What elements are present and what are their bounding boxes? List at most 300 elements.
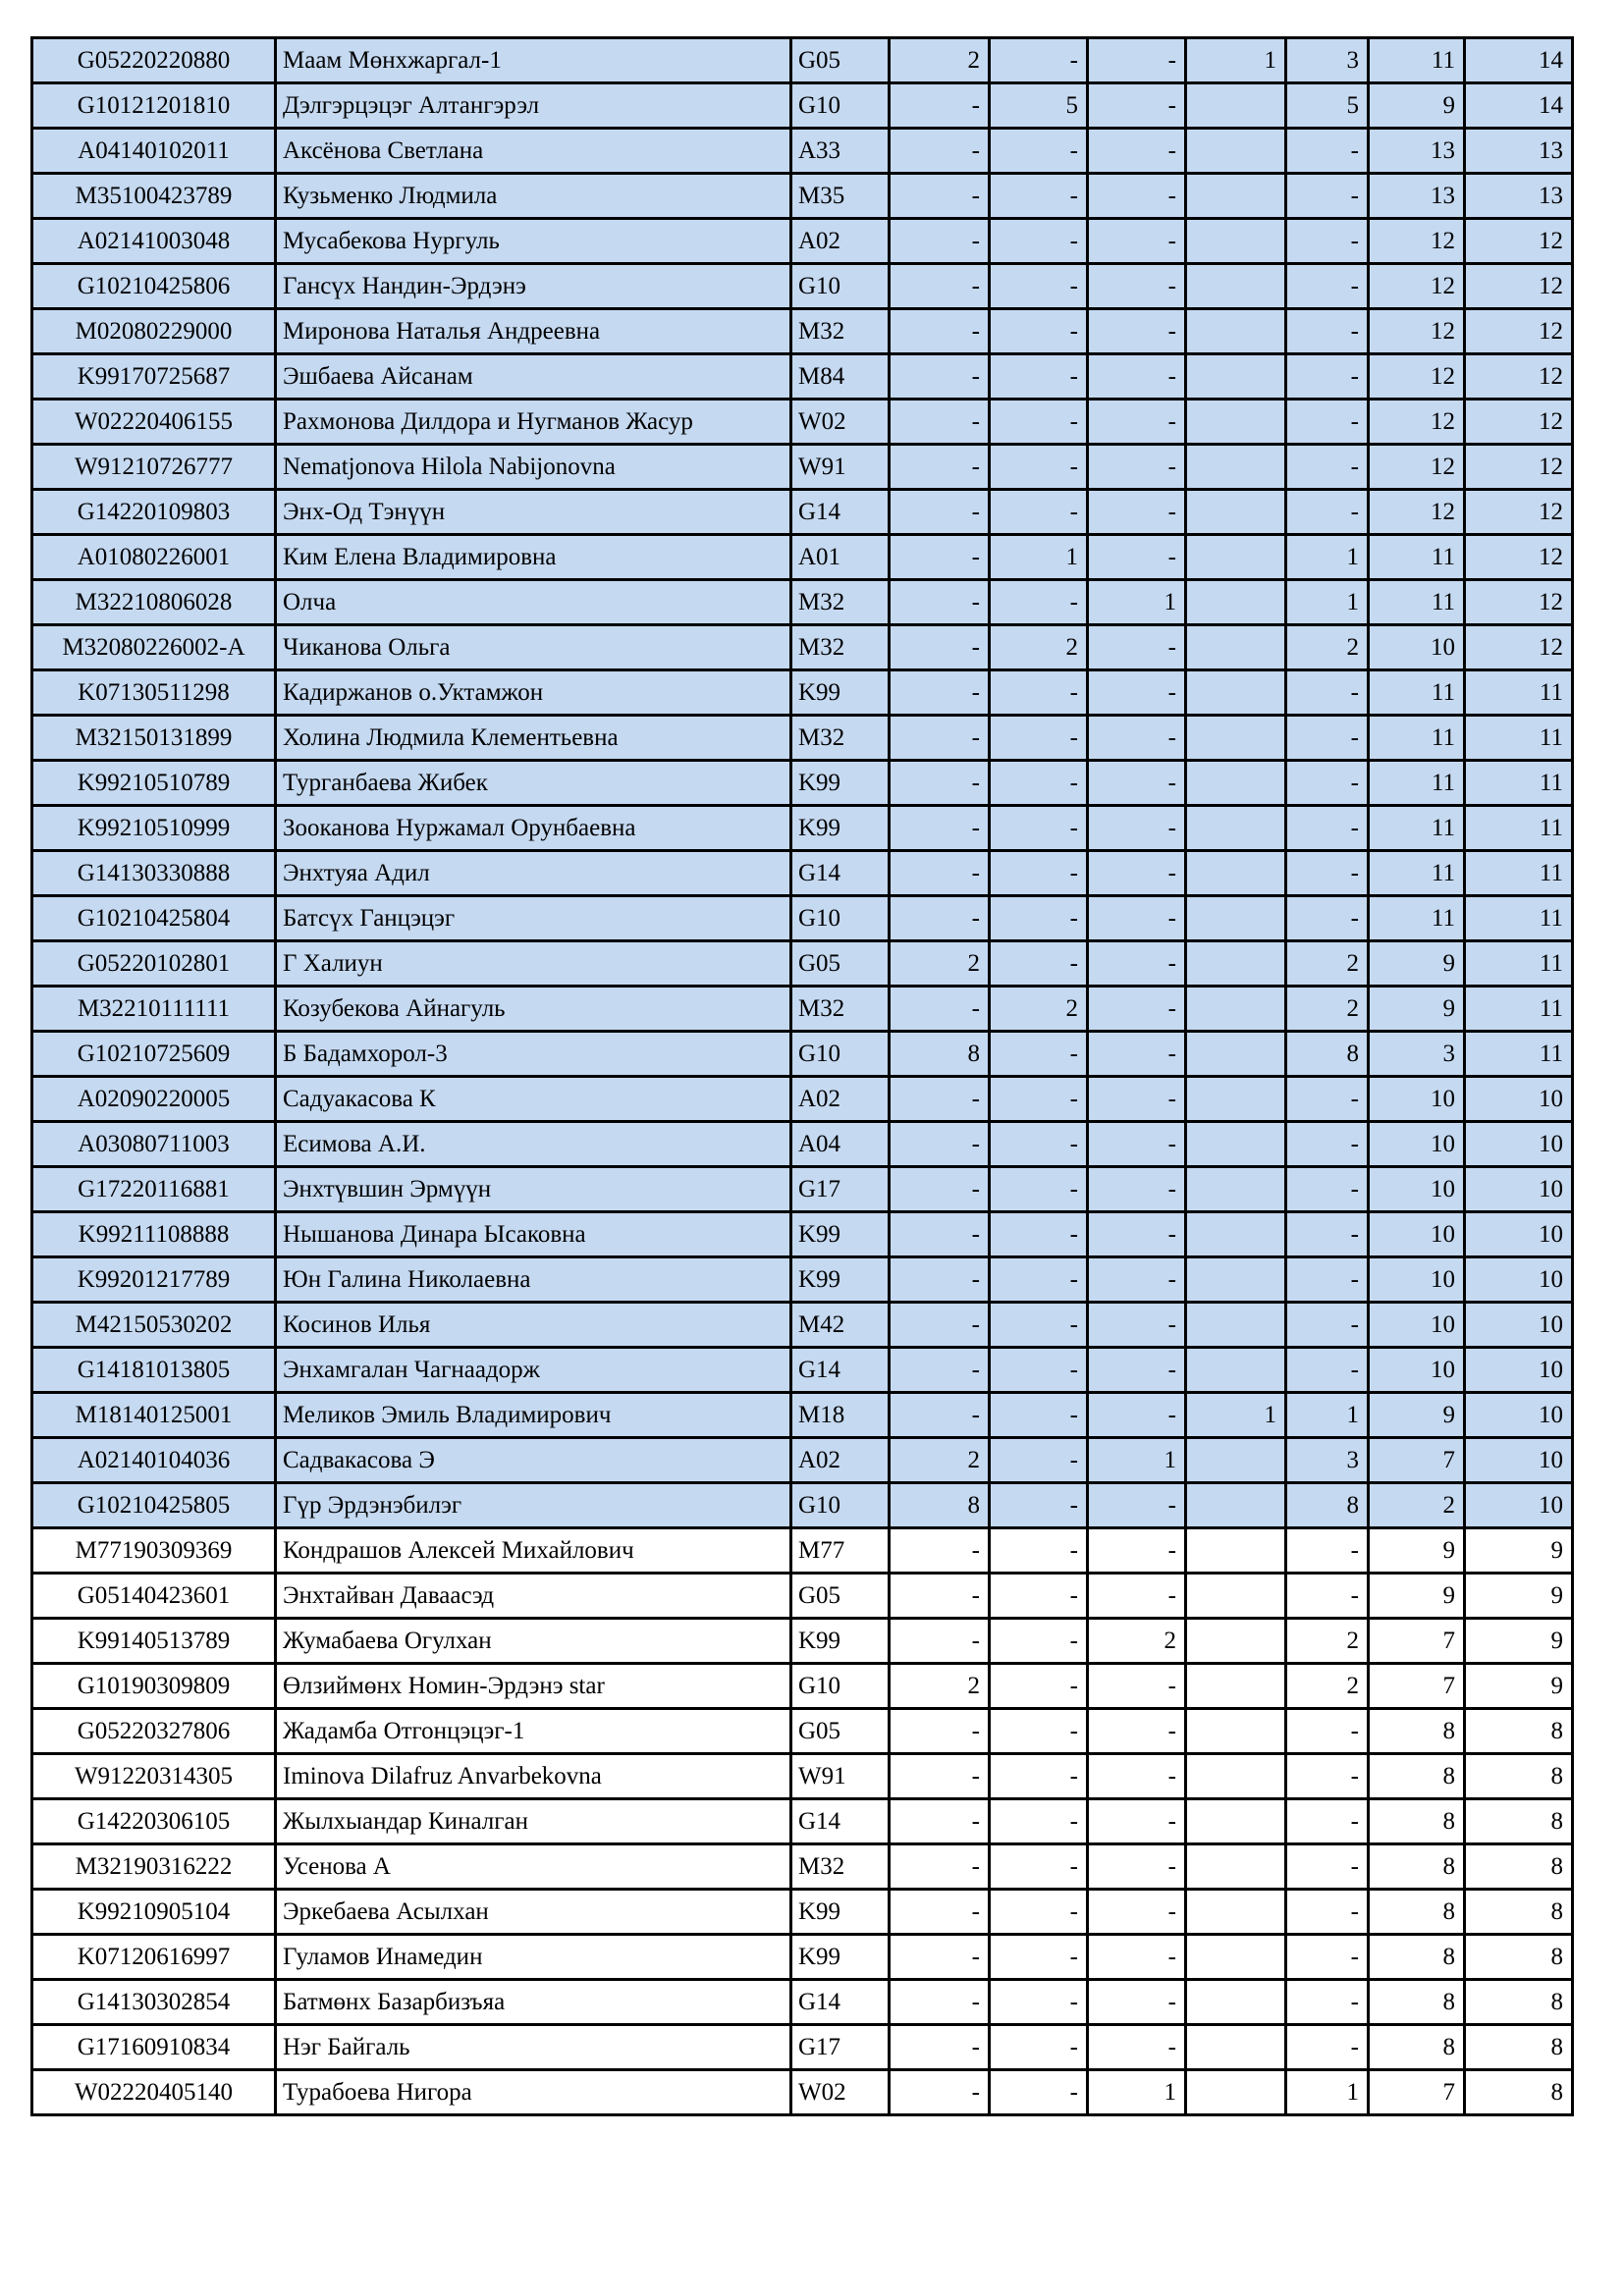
total-cell: 14: [1465, 38, 1573, 83]
total-cell: 11: [1465, 941, 1573, 987]
table-row: [32, 535, 1573, 580]
table-row: [32, 1890, 1573, 1935]
score-cell: -: [1088, 1709, 1186, 1754]
score-cell: [1186, 851, 1286, 896]
participant-name-cell: Г Халиун: [276, 941, 791, 987]
participant-name-cell: Жадамба Отгонцэцэг-1: [276, 1709, 791, 1754]
total-cell: 8: [1465, 1799, 1573, 1844]
score-cell: [1186, 941, 1286, 987]
score-cell: -: [1088, 851, 1186, 896]
total-cell: 12: [1465, 580, 1573, 625]
score-cell: [1186, 806, 1286, 851]
group-code-cell: M32: [791, 1844, 890, 1890]
score-cell: [1186, 1212, 1286, 1257]
table-row: [32, 490, 1573, 535]
group-code-cell: M35: [791, 174, 890, 219]
score-cell: -: [890, 670, 990, 716]
score-cell: -: [990, 1303, 1088, 1348]
subtotal-cell: 3: [1286, 38, 1369, 83]
participant-name-cell: Өлзиймөнх Номин-Эрдэнэ star: [276, 1664, 791, 1709]
score-cell: -: [990, 1032, 1088, 1077]
total-cell: 12: [1465, 354, 1573, 400]
score-cell: -: [990, 851, 1088, 896]
score-cell: -: [990, 1709, 1088, 1754]
row-id-cell: K07130511298: [32, 670, 276, 716]
total-cell: 11: [1465, 716, 1573, 761]
score-cell: 10: [1369, 1257, 1465, 1303]
score-cell: 7: [1369, 1664, 1465, 1709]
score-cell: 11: [1369, 851, 1465, 896]
score-cell: -: [990, 445, 1088, 490]
score-cell: -: [890, 1754, 990, 1799]
subtotal-cell: -: [1286, 1212, 1369, 1257]
table-row: [32, 761, 1573, 806]
score-cell: 10: [1369, 1167, 1465, 1212]
table-row: [32, 987, 1573, 1032]
row-id-cell: M32150131899: [32, 716, 276, 761]
group-code-cell: A01: [791, 535, 890, 580]
score-cell: -: [990, 129, 1088, 174]
participant-name-cell: Iminova Dilafruz Anvarbekovna: [276, 1754, 791, 1799]
score-cell: -: [990, 309, 1088, 354]
table-row: [32, 1844, 1573, 1890]
score-cell: -: [890, 354, 990, 400]
row-id-cell: G10190309809: [32, 1664, 276, 1709]
score-cell: -: [890, 2070, 990, 2115]
score-cell: -: [990, 174, 1088, 219]
group-code-cell: A02: [791, 1438, 890, 1483]
score-cell: -: [1088, 670, 1186, 716]
score-cell: -: [890, 987, 990, 1032]
total-cell: 10: [1465, 1438, 1573, 1483]
row-id-cell: G05220220880: [32, 38, 276, 83]
group-code-cell: G05: [791, 1574, 890, 1619]
score-cell: -: [1088, 1890, 1186, 1935]
subtotal-cell: 8: [1286, 1483, 1369, 1528]
participant-name-cell: Гуламов Инамедин: [276, 1935, 791, 1980]
total-cell: 10: [1465, 1167, 1573, 1212]
table-row: [32, 1528, 1573, 1574]
row-id-cell: G10210425804: [32, 896, 276, 941]
table-row: [32, 580, 1573, 625]
row-id-cell: K99170725687: [32, 354, 276, 400]
score-cell: -: [890, 1844, 990, 1890]
total-cell: 11: [1465, 761, 1573, 806]
total-cell: 10: [1465, 1212, 1573, 1257]
score-cell: 12: [1369, 400, 1465, 445]
score-cell: [1186, 445, 1286, 490]
score-cell: -: [990, 1167, 1088, 1212]
score-cell: -: [990, 1890, 1088, 1935]
results-sheet: [30, 36, 1574, 2116]
table-row: [32, 354, 1573, 400]
score-cell: [1186, 1890, 1286, 1935]
score-cell: 12: [1369, 219, 1465, 264]
score-cell: [1186, 1257, 1286, 1303]
score-cell: [1186, 1122, 1286, 1167]
subtotal-cell: -: [1286, 1574, 1369, 1619]
participant-name-cell: Усенова А: [276, 1844, 791, 1890]
participant-name-cell: Чиканова Ольга: [276, 625, 791, 670]
score-cell: [1186, 1799, 1286, 1844]
participant-name-cell: Гүр Эрдэнэбилэг: [276, 1483, 791, 1528]
total-cell: 11: [1465, 896, 1573, 941]
score-cell: [1186, 1303, 1286, 1348]
table-row: [32, 2025, 1573, 2070]
group-code-cell: G14: [791, 1799, 890, 1844]
row-id-cell: G14130302854: [32, 1980, 276, 2025]
score-cell: 12: [1369, 309, 1465, 354]
participant-name-cell: Эшбаева Айсанам: [276, 354, 791, 400]
score-cell: [1186, 219, 1286, 264]
score-cell: -: [990, 1980, 1088, 2025]
group-code-cell: G10: [791, 264, 890, 309]
score-cell: -: [1088, 309, 1186, 354]
group-code-cell: M32: [791, 625, 890, 670]
score-cell: -: [1088, 1980, 1186, 2025]
table-row: [32, 896, 1573, 941]
score-cell: [1186, 1619, 1286, 1664]
group-code-cell: A02: [791, 219, 890, 264]
score-cell: [1186, 490, 1286, 535]
score-cell: -: [990, 2070, 1088, 2115]
participant-name-cell: Аксёнова Светлана: [276, 129, 791, 174]
score-cell: -: [890, 761, 990, 806]
score-cell: [1186, 896, 1286, 941]
total-cell: 9: [1465, 1574, 1573, 1619]
group-code-cell: K99: [791, 1935, 890, 1980]
score-cell: -: [890, 625, 990, 670]
score-cell: -: [890, 1574, 990, 1619]
score-cell: 12: [1369, 445, 1465, 490]
score-cell: -: [1088, 1167, 1186, 1212]
score-cell: -: [1088, 941, 1186, 987]
score-cell: -: [990, 1212, 1088, 1257]
score-cell: -: [890, 309, 990, 354]
table-row: [32, 1257, 1573, 1303]
score-cell: [1186, 716, 1286, 761]
score-cell: -: [990, 716, 1088, 761]
score-cell: -: [890, 1935, 990, 1980]
row-id-cell: M32210111111: [32, 987, 276, 1032]
row-id-cell: G17160910834: [32, 2025, 276, 2070]
score-cell: -: [990, 264, 1088, 309]
score-cell: 13: [1369, 174, 1465, 219]
score-cell: -: [1088, 174, 1186, 219]
row-id-cell: G17220116881: [32, 1167, 276, 1212]
group-code-cell: G05: [791, 1709, 890, 1754]
row-id-cell: G14220109803: [32, 490, 276, 535]
score-cell: -: [1088, 1348, 1186, 1393]
score-cell: -: [890, 219, 990, 264]
score-cell: [1186, 1438, 1286, 1483]
participant-name-cell: Энхтайван Даваасэд: [276, 1574, 791, 1619]
score-cell: [1186, 309, 1286, 354]
score-cell: -: [990, 400, 1088, 445]
score-cell: 9: [1369, 83, 1465, 129]
total-cell: 12: [1465, 219, 1573, 264]
score-cell: [1186, 1483, 1286, 1528]
score-cell: -: [890, 1077, 990, 1122]
score-cell: -: [1088, 129, 1186, 174]
results-table: [30, 36, 1574, 2116]
group-code-cell: G17: [791, 2025, 890, 2070]
score-cell: 2: [1088, 1619, 1186, 1664]
participant-name-cell: Турганбаева Жибек: [276, 761, 791, 806]
subtotal-cell: -: [1286, 1167, 1369, 1212]
score-cell: 2: [890, 1438, 990, 1483]
score-cell: -: [990, 1483, 1088, 1528]
group-code-cell: M32: [791, 580, 890, 625]
score-cell: -: [990, 761, 1088, 806]
score-cell: 7: [1369, 1619, 1465, 1664]
score-cell: -: [990, 1574, 1088, 1619]
score-cell: -: [1088, 1032, 1186, 1077]
participant-name-cell: Садвакасова Э: [276, 1438, 791, 1483]
score-cell: 2: [1369, 1483, 1465, 1528]
participant-name-cell: Гансүх Нандин-Эрдэнэ: [276, 264, 791, 309]
table-row: [32, 1032, 1573, 1077]
table-row: [32, 1348, 1573, 1393]
row-id-cell: M42150530202: [32, 1303, 276, 1348]
row-id-cell: G05220327806: [32, 1709, 276, 1754]
total-cell: 11: [1465, 670, 1573, 716]
total-cell: 12: [1465, 400, 1573, 445]
score-cell: [1186, 535, 1286, 580]
score-cell: -: [1088, 1122, 1186, 1167]
score-cell: -: [990, 490, 1088, 535]
score-cell: -: [1088, 83, 1186, 129]
table-row: [32, 219, 1573, 264]
total-cell: 8: [1465, 2070, 1573, 2115]
score-cell: -: [1088, 1077, 1186, 1122]
subtotal-cell: -: [1286, 219, 1369, 264]
score-cell: -: [990, 1619, 1088, 1664]
participant-name-cell: Эркебаева Асылхан: [276, 1890, 791, 1935]
group-code-cell: G10: [791, 896, 890, 941]
total-cell: 9: [1465, 1528, 1573, 1574]
subtotal-cell: 1: [1286, 580, 1369, 625]
score-cell: -: [1088, 1799, 1186, 1844]
total-cell: 12: [1465, 535, 1573, 580]
score-cell: -: [1088, 896, 1186, 941]
row-id-cell: M18140125001: [32, 1393, 276, 1438]
subtotal-cell: 1: [1286, 2070, 1369, 2115]
subtotal-cell: -: [1286, 264, 1369, 309]
subtotal-cell: -: [1286, 445, 1369, 490]
participant-name-cell: Кондрашов Алексей Михайлович: [276, 1528, 791, 1574]
subtotal-cell: -: [1286, 896, 1369, 941]
row-id-cell: W02220405140: [32, 2070, 276, 2115]
participant-name-cell: Энх-Од Тэнүүн: [276, 490, 791, 535]
subtotal-cell: -: [1286, 716, 1369, 761]
score-cell: [1186, 354, 1286, 400]
subtotal-cell: 2: [1286, 625, 1369, 670]
score-cell: 8: [1369, 1799, 1465, 1844]
subtotal-cell: -: [1286, 1122, 1369, 1167]
participant-name-cell: Дэлгэрцэцэг Алтангэрэл: [276, 83, 791, 129]
row-id-cell: A02141003048: [32, 219, 276, 264]
score-cell: 1: [1186, 1393, 1286, 1438]
score-cell: -: [1088, 1844, 1186, 1890]
score-cell: -: [890, 535, 990, 580]
table-row: [32, 38, 1573, 83]
score-cell: -: [890, 490, 990, 535]
score-cell: 10: [1369, 1303, 1465, 1348]
score-cell: -: [1088, 1393, 1186, 1438]
table-row: [32, 1980, 1573, 2025]
group-code-cell: M84: [791, 354, 890, 400]
table-row: [32, 264, 1573, 309]
group-code-cell: K99: [791, 761, 890, 806]
group-code-cell: K99: [791, 806, 890, 851]
subtotal-cell: -: [1286, 670, 1369, 716]
score-cell: 11: [1369, 896, 1465, 941]
subtotal-cell: -: [1286, 400, 1369, 445]
group-code-cell: G05: [791, 38, 890, 83]
subtotal-cell: 3: [1286, 1438, 1369, 1483]
table-row: [32, 1438, 1573, 1483]
score-cell: [1186, 400, 1286, 445]
participant-name-cell: Юн Галина Николаевна: [276, 1257, 791, 1303]
score-cell: -: [890, 1348, 990, 1393]
participant-name-cell: Косинов Илья: [276, 1303, 791, 1348]
table-row: [32, 1077, 1573, 1122]
group-code-cell: K99: [791, 1257, 890, 1303]
participant-name-cell: Холина Людмила Клементьевна: [276, 716, 791, 761]
group-code-cell: A04: [791, 1122, 890, 1167]
subtotal-cell: 5: [1286, 83, 1369, 129]
score-cell: -: [890, 806, 990, 851]
table-row: [32, 83, 1573, 129]
group-code-cell: G10: [791, 1032, 890, 1077]
score-cell: 7: [1369, 2070, 1465, 2115]
participant-name-cell: Батсүх Ганцэцэг: [276, 896, 791, 941]
score-cell: 8: [1369, 2025, 1465, 2070]
row-id-cell: K99210905104: [32, 1890, 276, 1935]
row-id-cell: G10210425805: [32, 1483, 276, 1528]
total-cell: 8: [1465, 1935, 1573, 1980]
score-cell: -: [890, 896, 990, 941]
subtotal-cell: -: [1286, 1348, 1369, 1393]
table-row: [32, 1167, 1573, 1212]
score-cell: -: [990, 38, 1088, 83]
score-cell: 10: [1369, 1212, 1465, 1257]
row-id-cell: A04140102011: [32, 129, 276, 174]
subtotal-cell: -: [1286, 1980, 1369, 2025]
table-row: [32, 1483, 1573, 1528]
total-cell: 12: [1465, 309, 1573, 354]
score-cell: -: [990, 1122, 1088, 1167]
score-cell: [1186, 83, 1286, 129]
total-cell: 11: [1465, 851, 1573, 896]
score-cell: 11: [1369, 535, 1465, 580]
row-id-cell: W02220406155: [32, 400, 276, 445]
group-code-cell: W02: [791, 400, 890, 445]
table-row: [32, 1799, 1573, 1844]
row-id-cell: M32210806028: [32, 580, 276, 625]
participant-name-cell: Зооканова Нуржамал Орунбаевна: [276, 806, 791, 851]
score-cell: -: [1088, 1212, 1186, 1257]
row-id-cell: K99210510999: [32, 806, 276, 851]
group-code-cell: M18: [791, 1393, 890, 1438]
score-cell: -: [1088, 2025, 1186, 2070]
total-cell: 13: [1465, 174, 1573, 219]
row-id-cell: G14220306105: [32, 1799, 276, 1844]
score-cell: -: [890, 580, 990, 625]
score-cell: 8: [890, 1483, 990, 1528]
score-cell: -: [1088, 354, 1186, 400]
participant-name-cell: Жумабаева Огулхан: [276, 1619, 791, 1664]
group-code-cell: G14: [791, 1980, 890, 2025]
row-id-cell: G05220102801: [32, 941, 276, 987]
score-cell: 3: [1369, 1032, 1465, 1077]
table-row: [32, 1935, 1573, 1980]
score-cell: -: [1088, 625, 1186, 670]
subtotal-cell: 2: [1286, 941, 1369, 987]
score-cell: -: [890, 1257, 990, 1303]
group-code-cell: K99: [791, 1212, 890, 1257]
score-cell: -: [1088, 1483, 1186, 1528]
score-cell: [1186, 1167, 1286, 1212]
total-cell: 10: [1465, 1393, 1573, 1438]
score-cell: 1: [990, 535, 1088, 580]
score-cell: -: [890, 716, 990, 761]
score-cell: [1186, 1935, 1286, 1980]
subtotal-cell: -: [1286, 1709, 1369, 1754]
row-id-cell: G10210725609: [32, 1032, 276, 1077]
score-cell: [1186, 761, 1286, 806]
row-id-cell: K99211108888: [32, 1212, 276, 1257]
score-cell: 1: [1088, 2070, 1186, 2115]
score-cell: -: [1088, 716, 1186, 761]
score-cell: 9: [1369, 941, 1465, 987]
group-code-cell: W91: [791, 1754, 890, 1799]
score-cell: [1186, 1754, 1286, 1799]
total-cell: 10: [1465, 1257, 1573, 1303]
score-cell: [1186, 670, 1286, 716]
group-code-cell: G05: [791, 941, 890, 987]
row-id-cell: M32080226002-A: [32, 625, 276, 670]
group-code-cell: G17: [791, 1167, 890, 1212]
subtotal-cell: -: [1286, 354, 1369, 400]
score-cell: 11: [1369, 38, 1465, 83]
score-cell: -: [990, 670, 1088, 716]
score-cell: [1186, 1032, 1286, 1077]
participant-name-cell: Олча: [276, 580, 791, 625]
score-cell: 1: [1186, 38, 1286, 83]
score-cell: [1186, 1664, 1286, 1709]
subtotal-cell: -: [1286, 1890, 1369, 1935]
table-row: [32, 625, 1573, 670]
score-cell: [1186, 1980, 1286, 2025]
subtotal-cell: -: [1286, 1799, 1369, 1844]
score-cell: 9: [1369, 1528, 1465, 1574]
score-cell: -: [890, 1122, 990, 1167]
participant-name-cell: Миронова Наталья Андреевна: [276, 309, 791, 354]
participant-name-cell: Меликов Эмиль Владимирович: [276, 1393, 791, 1438]
score-cell: -: [990, 941, 1088, 987]
subtotal-cell: -: [1286, 1528, 1369, 1574]
score-cell: 8: [1369, 1980, 1465, 2025]
score-cell: 13: [1369, 129, 1465, 174]
score-cell: [1186, 1844, 1286, 1890]
score-cell: [1186, 2070, 1286, 2115]
table-row: [32, 445, 1573, 490]
score-cell: -: [890, 1890, 990, 1935]
group-code-cell: K99: [791, 670, 890, 716]
score-cell: 12: [1369, 490, 1465, 535]
